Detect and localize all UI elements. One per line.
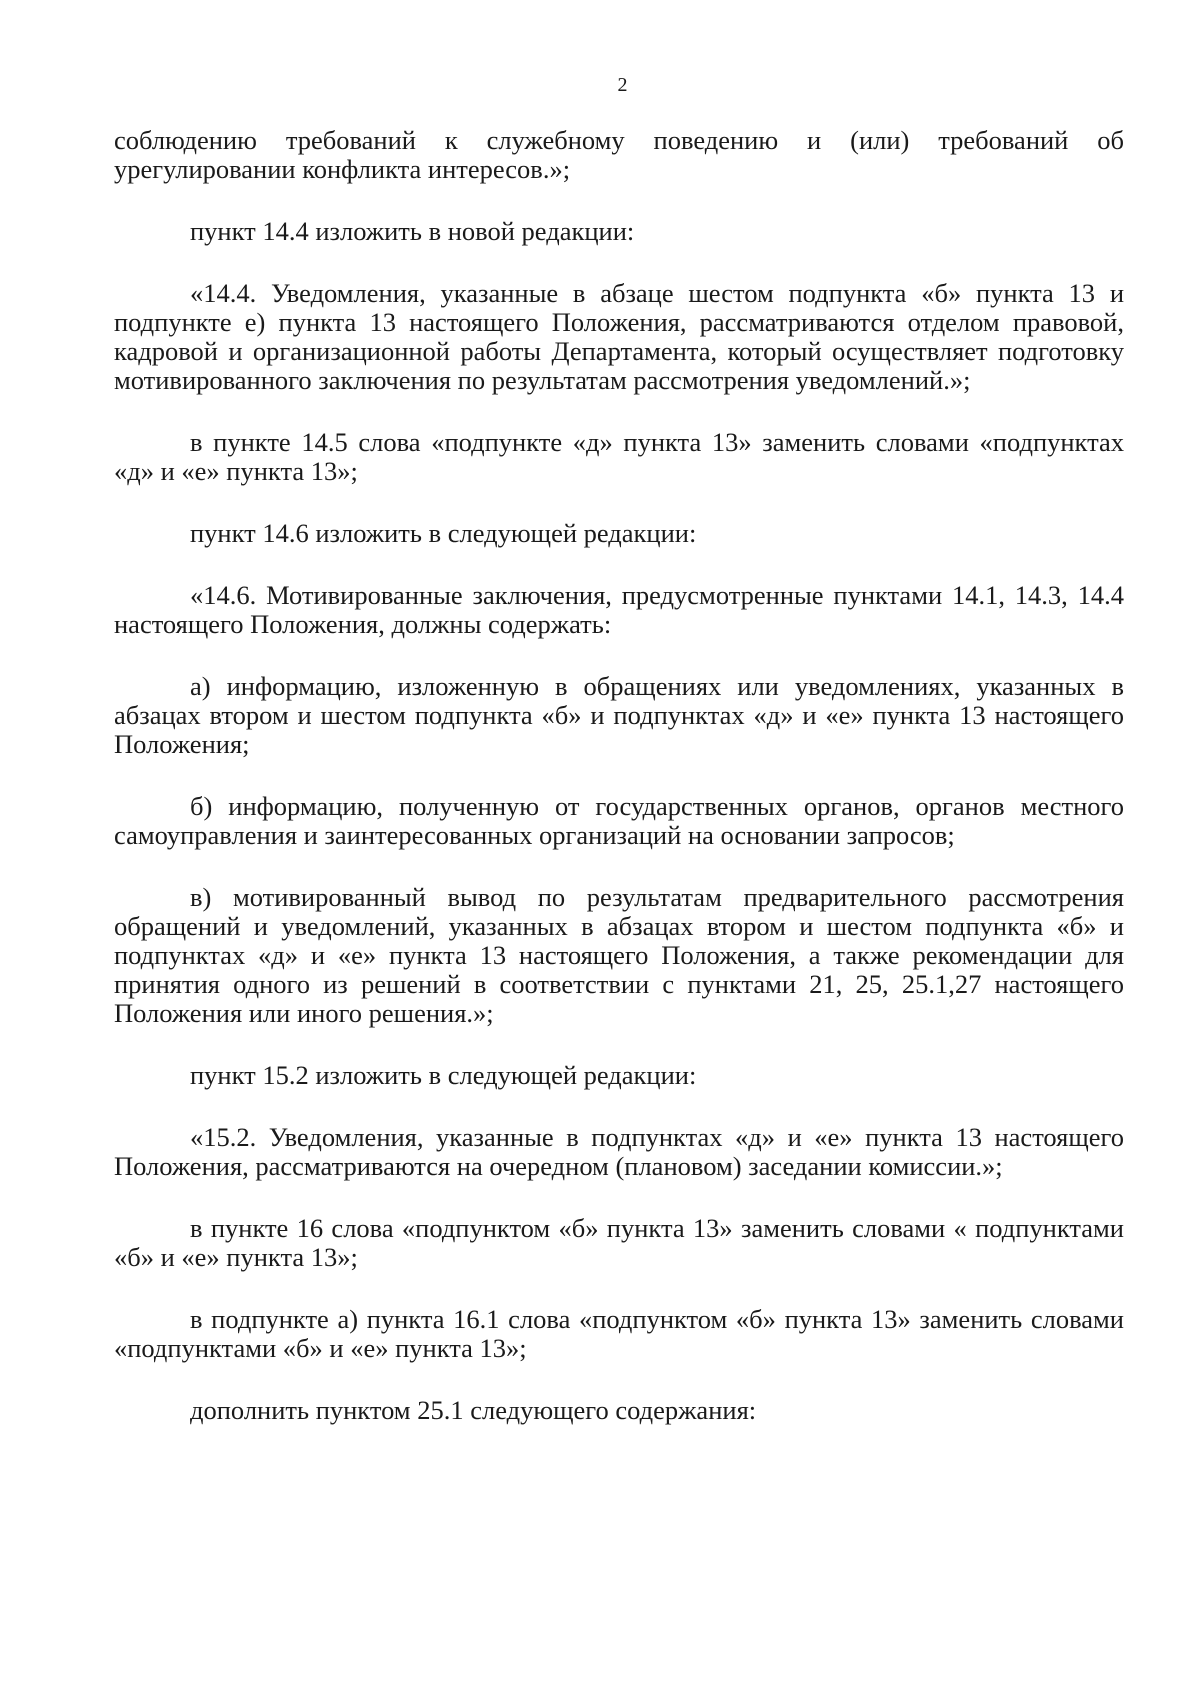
list-item: в) мотивированный вывод по результатам предварительного рассмотрения обращений и уведомлений, указанных в абзацах втором и шестом подпункта «б» и подпунктах «д» и «е» пункта 13 настоящего Положения, а также рекомендации для принятия одного из решений в соответствии с пунктами 21, 25, 25.1,27 настоящего Положения или иного решения.»; (114, 882, 1124, 1028)
paragraph: «14.4. Уведомления, указанные в абзаце шестом подпункта «б» пункта 13 и подпункте е) пункта 13 настоящего Положения, рассматриваются отделом правовой, кадровой и организационной работы Департамента, который осуществляет подготовку мотивированного заключения по результатам рассмотрения уведомлений.»; (114, 278, 1124, 395)
paragraph: пункт 14.4 изложить в новой редакции: (190, 216, 635, 246)
paragraph: в пункте 14.5 слова «подпункте «д» пункта 13» заменить словами «подпунктах «д» и «е» пункта 13»; (114, 427, 1124, 486)
paragraph: в подпункте а) пункта 16.1 слова «подпунктом «б» пункта 13» заменить словами «подпунктами «б» и «е» пункта 13»; (114, 1304, 1124, 1363)
paragraph: пункт 15.2 изложить в следующей редакции: (190, 1060, 697, 1090)
paragraph: пункт 14.6 изложить в следующей редакции: (190, 518, 697, 548)
list-item: б) информацию, полученную от государственных органов, органов местного самоуправления и заинтересованных организаций на основании запросов; (114, 791, 1124, 850)
paragraph: «14.6. Мотивированные заключения, предусмотренные пунктами 14.1, 14.3, 14.4 настоящего Положения, должны содержать: (114, 580, 1124, 639)
page-number: 2 (617, 74, 628, 96)
list-item: а) информацию, изложенную в обращениях или уведомлениях, указанных в абзацах втором и шестом подпункта «б» и подпунктах «д» и «е» пункта 13 настоящего Положения; (114, 671, 1124, 759)
paragraph: «15.2. Уведомления, указанные в подпунктах «д» и «е» пункта 13 настоящего Положения, рассматриваются на очередном (плановом) заседании комиссии.»; (114, 1122, 1124, 1181)
paragraph: в пункте 16 слова «подпунктом «б» пункта 13» заменить словами « подпунктами «б» и «е» пункта 13»; (114, 1213, 1124, 1272)
document-body (114, 126, 1124, 1458)
paragraph: дополнить пунктом 25.1 следующего содержания: (190, 1395, 757, 1425)
paragraph: соблюдению требований к служебному поведению и (или) требований об урегулировании конфликта интересов.»; (114, 125, 1124, 184)
